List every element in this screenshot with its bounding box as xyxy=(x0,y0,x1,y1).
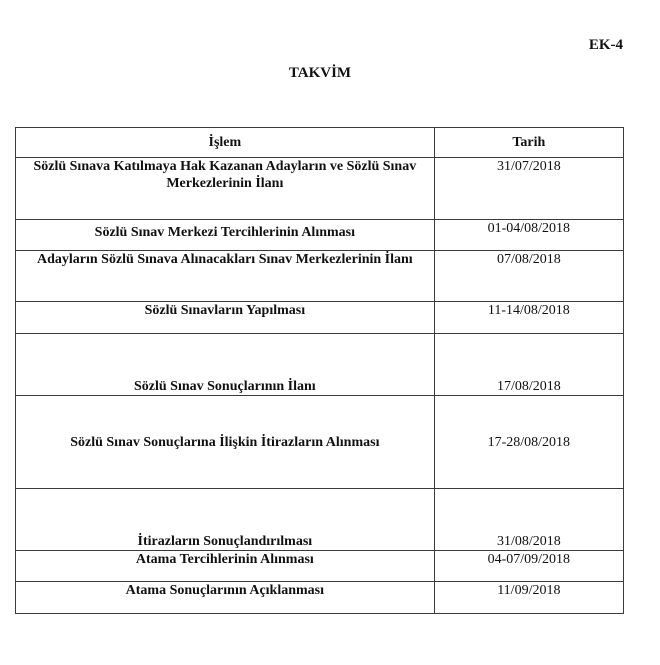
process-cell: Sözlü Sınava Katılmaya Hak Kazanan Adayların ve Sözlü Sınav Merkezlerinin İlanı xyxy=(16,158,435,220)
date-cell: 01-04/08/2018 xyxy=(434,220,623,251)
table-row xyxy=(16,302,624,334)
document-title: TAKVİM xyxy=(288,65,352,81)
process-cell: Atama Tercihlerinin Alınması xyxy=(16,551,435,582)
table-row xyxy=(16,582,624,614)
date-cell: 31/08/2018 xyxy=(434,489,623,551)
date-cell: 17-28/08/2018 xyxy=(434,396,623,489)
process-cell: Atama Sonuçlarının Açıklanması xyxy=(16,582,435,614)
date-cell: 31/07/2018 xyxy=(434,158,623,220)
table-row xyxy=(16,489,624,551)
schedule-table xyxy=(15,127,624,614)
date-cell: 17/08/2018 xyxy=(434,334,623,396)
table-header-row xyxy=(16,128,624,158)
process-cell: Adayların Sözlü Sınava Alınacakları Sınav Merkezlerinin İlanı xyxy=(16,251,435,302)
table-row xyxy=(16,158,624,220)
table-row xyxy=(16,220,624,251)
column-header-date: Tarih xyxy=(434,128,623,158)
date-cell: 07/08/2018 xyxy=(434,251,623,302)
date-cell: 04-07/09/2018 xyxy=(434,551,623,582)
table-row xyxy=(16,551,624,582)
process-cell: Sözlü Sınav Sonuçlarının İlanı xyxy=(16,334,435,396)
process-cell: Sözlü Sınavların Yapılması xyxy=(16,302,435,334)
process-cell: İtirazların Sonuçlandırılması xyxy=(16,489,435,551)
table-row xyxy=(16,251,624,302)
column-header-process: İşlem xyxy=(16,128,435,158)
date-cell: 11-14/08/2018 xyxy=(434,302,623,334)
date-cell: 11/09/2018 xyxy=(434,582,623,614)
annex-label: EK-4 xyxy=(588,37,623,53)
table-row xyxy=(16,334,624,396)
table-row xyxy=(16,396,624,489)
process-cell: Sözlü Sınav Merkezi Tercihlerinin Alınması xyxy=(16,220,435,251)
process-cell: Sözlü Sınav Sonuçlarına İlişkin İtirazların Alınması xyxy=(16,396,435,489)
